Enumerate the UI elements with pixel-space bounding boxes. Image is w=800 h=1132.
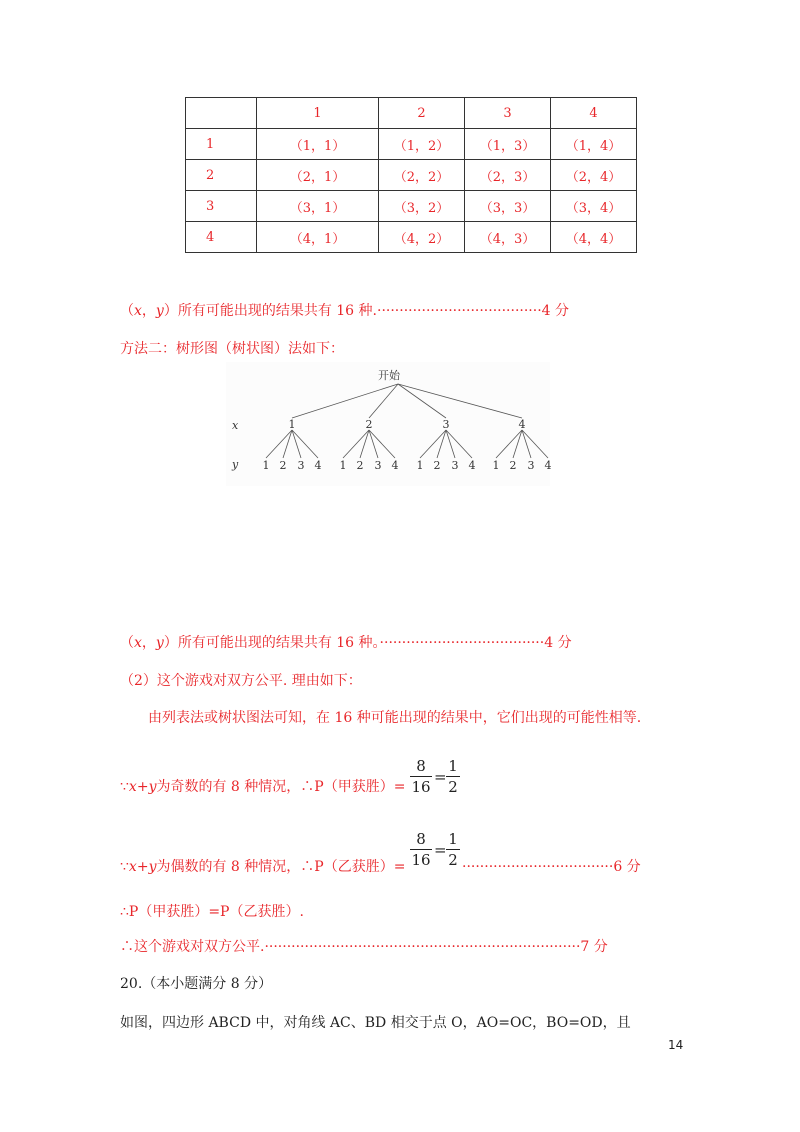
tree-branch (398, 384, 522, 418)
tree-branch (522, 430, 548, 458)
fraction-denominator: 2 (448, 851, 458, 869)
because-symbol: ∵ (120, 859, 129, 875)
tree-branch (343, 430, 369, 458)
tree-branch (292, 430, 318, 458)
tree-node-y: 4 (314, 459, 322, 472)
table-row (186, 160, 637, 191)
fraction-denominator: 16 (411, 778, 431, 796)
table-cell: （1，4） (551, 129, 637, 160)
tree-branch (496, 430, 522, 458)
fraction-numerator: 1 (448, 830, 458, 848)
fraction-8-16 (410, 829, 432, 870)
tree-node-y: 3 (374, 459, 382, 472)
tree-node-y: 2 (279, 459, 287, 472)
table-cell: （2，4） (551, 160, 637, 191)
result-text: ）所有可能出现的结果共有 16 种。 (163, 635, 380, 651)
score-label: 6 分 (613, 859, 641, 875)
tree-branch (292, 430, 301, 458)
even-probability-line (120, 856, 405, 876)
conclusion-text: ∴这个游戏对双方公平. (120, 939, 265, 955)
fraction-8-16 (410, 756, 432, 797)
score-leader-dots: ····································· (379, 635, 545, 651)
result-count-line (120, 300, 569, 320)
fraction-denominator: 16 (411, 851, 431, 869)
table-cell: （3，3） (465, 191, 551, 222)
table-cell: （4，3） (465, 222, 551, 253)
tree-node-y: 4 (391, 459, 399, 472)
score-leader-dots: ·································· (462, 859, 614, 875)
var-x: x (128, 859, 137, 875)
var-y: y (155, 635, 164, 651)
table-header-cell: 4 (551, 98, 637, 129)
table-cell: （1，1） (257, 129, 379, 160)
score-label: 4 分 (544, 635, 572, 651)
tree-node-x: 4 (518, 418, 526, 431)
tree-node-y: 2 (509, 459, 517, 472)
result-count-line-2 (120, 632, 572, 652)
tree-node-y: 4 (544, 459, 552, 472)
tree-node-y: 3 (527, 459, 535, 472)
page-number: 14 (668, 1038, 684, 1052)
fraction-1-2 (446, 829, 460, 870)
outcome-table (185, 97, 637, 253)
var-x: x (134, 635, 142, 651)
fraction-numerator: 8 (416, 757, 426, 775)
var-x: x (128, 779, 137, 795)
conclusion-equal-probability: ∴P（甲获胜）=P（乙获胜）. (120, 904, 304, 920)
tree-branch (513, 430, 522, 458)
tree-branch (420, 430, 446, 458)
part-two-heading: （2）这个游戏对双方公平. 理由如下： (120, 673, 362, 689)
score-leader-dots: ······································································· (264, 939, 581, 955)
tree-diagram (226, 362, 550, 486)
table-cell: （1，3） (465, 129, 551, 160)
tree-x-axis-label: x (232, 419, 239, 432)
table-cell: （2，3） (465, 160, 551, 191)
table-row (186, 191, 637, 222)
fraction-numerator: 8 (416, 830, 426, 848)
table-cell: （3，4） (551, 191, 637, 222)
separator: ， (141, 303, 156, 319)
score-label: 4 分 (541, 303, 570, 319)
tree-branch (446, 430, 455, 458)
tree-branch (283, 430, 292, 458)
table-cell: 3 (186, 191, 257, 222)
tree-y-axis-label: y (232, 458, 239, 471)
table-header-cell (186, 98, 257, 129)
tree-node-y: 1 (339, 459, 347, 472)
equals-sign: = (434, 841, 447, 859)
tree-node-x: 2 (365, 418, 373, 431)
var-x: x (134, 303, 142, 319)
tree-branch (292, 384, 398, 418)
paren-open: （ (120, 303, 134, 319)
odd-text: 为奇数的有 8 种情况，∴P（甲获胜）= (156, 779, 406, 795)
tree-branch (398, 384, 446, 418)
tree-node-y: 2 (433, 459, 441, 472)
tree-branch (437, 430, 446, 458)
table-row (186, 129, 637, 160)
tree-node-y: 3 (297, 459, 305, 472)
tree-branch (522, 430, 531, 458)
table-row (186, 222, 637, 253)
tree-node-y: 1 (262, 459, 270, 472)
odd-probability-line (120, 776, 405, 796)
table-cell: （2，1） (257, 160, 379, 191)
even-text: 为偶数的有 8 种情况，∴P（乙获胜）= (156, 859, 406, 875)
tree-node-x: 3 (442, 418, 450, 431)
table-cell: 4 (186, 222, 257, 253)
tree-branch (360, 430, 369, 458)
tree-node-y: 2 (356, 459, 364, 472)
table-cell: （2，2） (379, 160, 465, 191)
table-header-cell: 2 (379, 98, 465, 129)
tree-node-y: 4 (468, 459, 476, 472)
conclusion-fair-game (120, 936, 608, 956)
fraction-numerator: 1 (448, 757, 458, 775)
tree-node-y: 1 (416, 459, 424, 472)
plus-sign: + (136, 859, 149, 875)
method-two-heading: 方法二：树形图（树状图）法如下： (120, 341, 344, 357)
table-header-cell: 1 (257, 98, 379, 129)
question-20-heading: 20.（本小题满分 8 分） (120, 976, 273, 992)
table-cell: 1 (186, 129, 257, 160)
table-header-row (186, 98, 637, 129)
even-score (462, 856, 641, 876)
tree-branch (369, 384, 398, 418)
table-header-cell: 3 (465, 98, 551, 129)
tree-node-y: 1 (492, 459, 500, 472)
table-cell: （4，1） (257, 222, 379, 253)
table-cell: （1，2） (379, 129, 465, 160)
tree-node-y: 3 (451, 459, 459, 472)
fraction-1-2 (446, 756, 460, 797)
var-y: y (155, 303, 164, 319)
table-cell: （4，4） (551, 222, 637, 253)
table-cell: 2 (186, 160, 257, 191)
because-symbol: ∵ (120, 779, 129, 795)
score-leader-dots: ····································· (377, 303, 542, 319)
plus-sign: + (136, 779, 149, 795)
paren-open: （ (120, 635, 134, 651)
tree-branch (369, 430, 378, 458)
fraction-denominator: 2 (448, 778, 458, 796)
tree-branches (266, 384, 548, 458)
tree-branch (266, 430, 292, 458)
var-y: y (148, 859, 157, 875)
table-cell: （3，1） (257, 191, 379, 222)
var-y: y (148, 779, 157, 795)
reason-text: 由列表法或树状图法可知，在 16 种可能出现的结果中，它们出现的可能性相等. (148, 710, 642, 726)
separator: ， (141, 635, 156, 651)
table-cell: （4，2） (379, 222, 465, 253)
tree-branch (446, 430, 472, 458)
tree-branch (369, 430, 395, 458)
equals-sign: = (434, 768, 447, 786)
tree-node-x: 1 (288, 418, 296, 431)
result-text: ）所有可能出现的结果共有 16 种. (163, 303, 377, 319)
tree-root-label: 开始 (378, 369, 400, 382)
score-label: 7 分 (580, 939, 608, 955)
table-cell: （3，2） (379, 191, 465, 222)
question-20-text: 如图，四边形 ABCD 中，对角线 AC、BD 相交于点 O，AO=OC，BO=OD，且 (120, 1015, 631, 1031)
